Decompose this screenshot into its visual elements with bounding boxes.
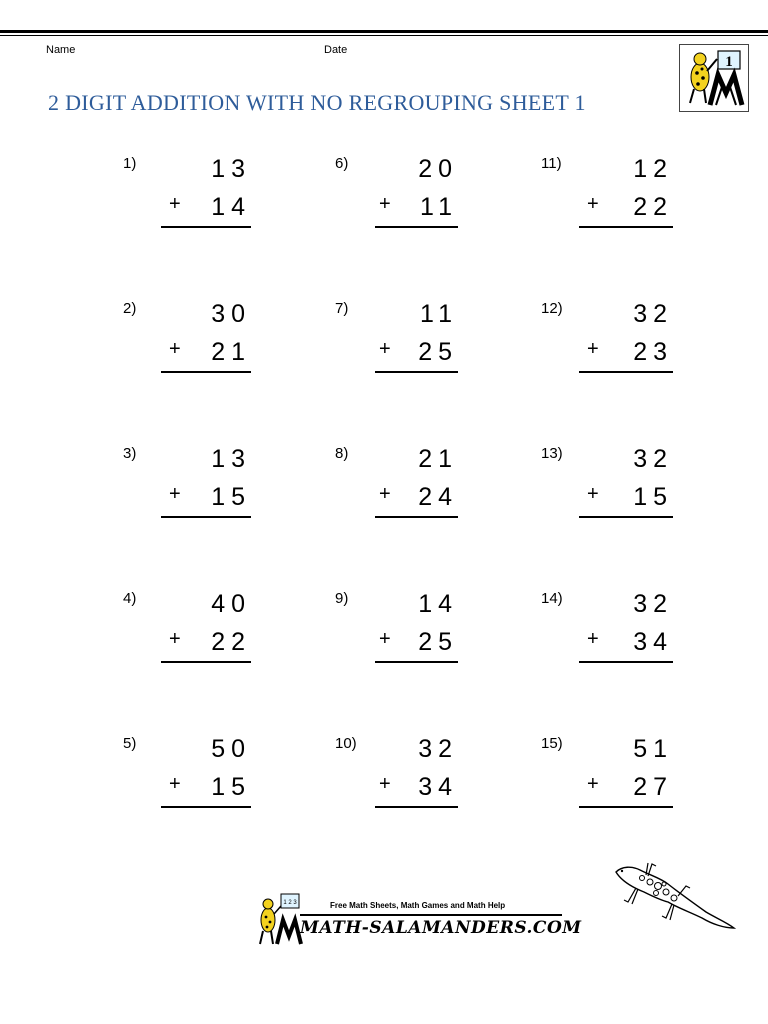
answer-line[interactable] (579, 806, 673, 808)
footer-brand[interactable]: MATH-SALAMANDERS.COM (300, 918, 582, 938)
addend-bottom: 25 (418, 628, 458, 656)
addend-bottom: 15 (633, 483, 673, 511)
answer-line[interactable] (579, 661, 673, 663)
answer-line[interactable] (579, 226, 673, 228)
problem-number: 15) (541, 735, 563, 752)
addend-top: 14 (418, 590, 458, 618)
problem-10 (335, 735, 458, 855)
plus-sign: + (587, 193, 599, 215)
addend-top: 30 (211, 300, 251, 328)
date-label: Date (324, 44, 348, 56)
addend-top: 40 (211, 590, 251, 618)
answer-line[interactable] (375, 371, 458, 373)
addend-bottom: 22 (211, 628, 251, 656)
problem-number: 4) (123, 590, 137, 607)
addend-top: 32 (633, 445, 673, 473)
plus-sign: + (587, 628, 599, 650)
problem-number: 2) (123, 300, 137, 317)
addend-top: 50 (211, 735, 251, 763)
problem-12 (541, 300, 673, 420)
footer-salamander-icon (255, 892, 303, 946)
addend-top: 13 (211, 445, 251, 473)
page-title: 2 DIGIT ADDITION WITH NO REGROUPING SHEET 1 (48, 90, 586, 115)
plus-sign: + (169, 628, 181, 650)
answer-line[interactable] (375, 226, 458, 228)
plus-sign: + (587, 483, 599, 505)
plus-sign: + (379, 338, 391, 360)
problem-number: 13) (541, 445, 563, 462)
addend-bottom: 23 (633, 338, 673, 366)
problem-number: 10) (335, 735, 357, 752)
problem-8 (335, 445, 458, 565)
addend-top: 13 (211, 155, 251, 183)
answer-line[interactable] (375, 661, 458, 663)
problem-3 (123, 445, 251, 565)
problem-2 (123, 300, 251, 420)
problem-5 (123, 735, 251, 855)
answer-line[interactable] (161, 371, 251, 373)
problem-number: 14) (541, 590, 563, 607)
plus-sign: + (587, 773, 599, 795)
addend-bottom: 25 (418, 338, 458, 366)
addend-top: 20 (418, 155, 458, 183)
answer-line[interactable] (375, 516, 458, 518)
addend-bottom: 34 (633, 628, 673, 656)
answer-line[interactable] (161, 516, 251, 518)
answer-line[interactable] (161, 661, 251, 663)
addend-top: 21 (418, 445, 458, 473)
name-label: Name (46, 44, 76, 56)
addend-top: 32 (418, 735, 458, 763)
top-border-thin (0, 35, 768, 36)
addend-top: 51 (633, 735, 673, 763)
answer-line[interactable] (161, 226, 251, 228)
problem-1 (123, 155, 251, 275)
problem-number: 3) (123, 445, 137, 462)
plus-sign: + (169, 193, 181, 215)
footer-tagline: Free Math Sheets, Math Games and Math Help (330, 901, 506, 910)
plus-sign: + (169, 483, 181, 505)
problem-4 (123, 590, 251, 710)
top-border-thick (0, 30, 768, 33)
addend-bottom: 22 (633, 193, 673, 221)
problem-9 (335, 590, 458, 710)
addend-bottom: 11 (420, 193, 458, 221)
footer-rule (300, 914, 562, 916)
plus-sign: + (169, 338, 181, 360)
plus-sign: + (587, 338, 599, 360)
problem-number: 5) (123, 735, 137, 752)
answer-line[interactable] (579, 516, 673, 518)
plus-sign: + (379, 193, 391, 215)
problem-number: 1) (123, 155, 137, 172)
footer-logo (255, 892, 303, 946)
addend-bottom: 24 (418, 483, 458, 511)
problem-number: 11) (541, 155, 562, 172)
problem-number: 7) (335, 300, 349, 317)
problem-7 (335, 300, 458, 420)
addend-bottom: 14 (211, 193, 251, 221)
salamander-outline-icon (612, 862, 736, 934)
problem-11 (541, 155, 673, 275)
problem-14 (541, 590, 673, 710)
salamander-drawing (612, 862, 736, 934)
plus-sign: + (379, 483, 391, 505)
plus-sign: + (169, 773, 181, 795)
addend-bottom: 34 (418, 773, 458, 801)
answer-line[interactable] (375, 806, 458, 808)
addend-bottom: 15 (211, 773, 251, 801)
salamander-logo (679, 44, 749, 112)
problem-6 (335, 155, 458, 275)
problem-number: 6) (335, 155, 349, 172)
footer-logo-numbers: 1 2 3 (283, 900, 297, 906)
addend-top: 12 (633, 155, 673, 183)
problem-number: 12) (541, 300, 563, 317)
salamander-logo-icon (680, 45, 748, 111)
addend-bottom: 27 (633, 773, 673, 801)
plus-sign: + (379, 773, 391, 795)
plus-sign: + (379, 628, 391, 650)
addend-bottom: 21 (211, 338, 251, 366)
addend-top: 32 (633, 590, 673, 618)
problem-number: 9) (335, 590, 349, 607)
problem-15 (541, 735, 673, 855)
problem-number: 8) (335, 445, 349, 462)
addend-top: 32 (633, 300, 673, 328)
addend-top: 11 (420, 300, 458, 328)
answer-line[interactable] (579, 371, 673, 373)
addend-bottom: 15 (211, 483, 251, 511)
logo-number: 1 (725, 54, 733, 70)
answer-line[interactable] (161, 806, 251, 808)
problem-13 (541, 445, 673, 565)
